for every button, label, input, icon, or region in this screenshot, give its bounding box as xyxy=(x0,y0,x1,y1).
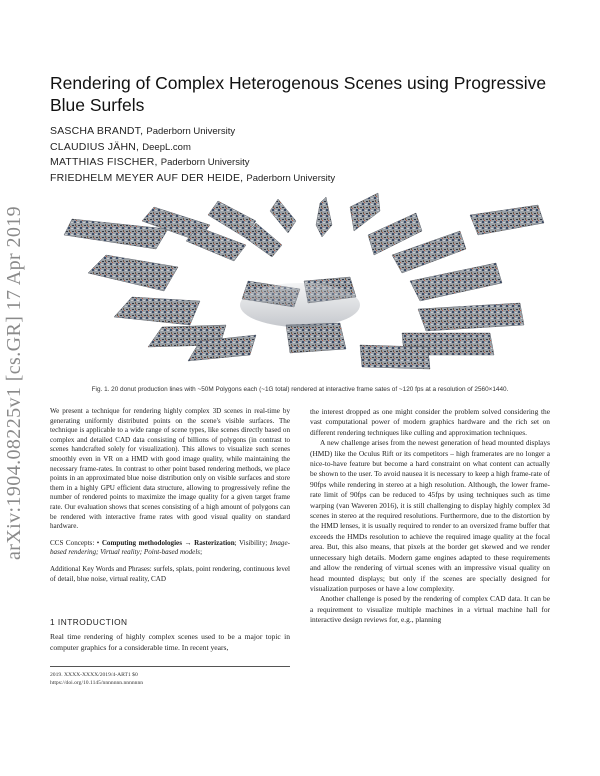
production-lines-render xyxy=(64,193,544,369)
author-affiliation: DeepL.com xyxy=(142,141,191,153)
author-affiliation: Paderborn University xyxy=(160,157,250,168)
render-shading xyxy=(240,283,360,327)
author-name: SASCHA BRANDT, xyxy=(50,125,144,137)
paragraph-3: Another challenge is posed by the rendering of complex CAD data. It can be a requirement to visualize multiple machines in a virtual machine hall for interactive design reviews for, e.g., planning xyxy=(310,594,550,625)
footnote xyxy=(50,666,290,687)
author-affiliation: Paderborn University xyxy=(146,126,236,137)
footnote-doi-link[interactable]: https://doi.org/10.1145/nnnnnnn.nnnnnnn xyxy=(50,680,144,686)
intro-paragraph: Real time rendering of highly complex scenes used to be a major topic in computer graphics for a considerable time. In recent years, xyxy=(50,632,290,652)
author-name: FRIEDHELM MEYER AUF DER HEIDE, xyxy=(50,171,244,184)
paragraph-2: A new challenge arises from the newest generation of head mounted displays (HMD) like the Oculus Rift or its competitors – high framerates are no longer a nice-to-have feature but become a hard constraint on what content can actually be shown to the user. To avoid nausea it is necessary to keep a high frame-rate of 90fps while rendering in stereo at a high resolution. Although, the lower frame-rate limit of 90fps can be reduced to 45fps by using techniques such as time warping (van Waveren 2016), it is still challenging to display highly complex 3d scenes in stereo at the required resolutions. Furthermore, due to the distortion by the HMD lenses, it is usually required to render to an oversized frame buffer that exceeds the HMDs resolution to achieve the required image quality at the focal area. But, this also means, that pixels at the border get skewed and we render unnecessary high details. Modern game engines adapted to these requirements and allow the rendering of virtual scenes with an impressive visual quality on head mounted displays; but only if the scenes are specially designed for visualization purposes or have a low complexity. xyxy=(310,438,550,593)
author-name: CLAUDIUS JÄHN, xyxy=(50,140,140,153)
author-2 xyxy=(50,140,550,156)
arxiv-stamp: arXiv:1904.08225v1 [cs.GR] 17 Apr 2019 xyxy=(3,205,25,560)
ccs-concepts xyxy=(50,539,290,558)
paragraph-1: the interest dropped as one might consider the problem solved considering the vast computational power of modern graphics hardware and the rich set on different rendering techniques like culling and approximation techniques. xyxy=(310,407,550,437)
ccs-end: ; xyxy=(200,548,203,557)
figure-caption: Fig. 1. 20 donut production lines with ~50M Polygons each (~1G total) rendered at interactive frame sates of ~120 fps at a resolution of 2560×1440. xyxy=(91,386,509,393)
section-heading-introduction: 1 INTRODUCTION xyxy=(50,617,128,627)
footnote-copyright: 2019. XXXX-XXXX/2019/4-ART1 $0 xyxy=(50,672,138,678)
author-affiliation: Paderborn University xyxy=(246,172,336,184)
author-list xyxy=(50,124,550,186)
author-3 xyxy=(50,155,550,171)
author-name: MATTHIAS FISCHER, xyxy=(50,156,158,168)
ccs-tertiary: Image-based rendering; Virtual reality; Point-based models xyxy=(50,538,290,557)
keywords: Additional Key Words and Phrases: surfels, splats, point rendering, continuous level of detail, blue noise, virtual reality, CAD xyxy=(50,564,290,583)
teaser-figure xyxy=(50,185,550,378)
body-right-column xyxy=(310,407,550,626)
ccs-primary: Computing methodologies → Rasterization xyxy=(101,538,235,547)
author-4 xyxy=(50,171,550,187)
paper-title: Rendering of Complex Heterogenous Scenes using Progressive Blue Surfels xyxy=(50,73,547,115)
ccs-label: CCS Concepts: • xyxy=(50,538,102,547)
author-1 xyxy=(50,124,550,140)
abstract: We present a technique for rendering highly complex 3D scenes in real-time by generating uniformly distributed points on the scene's visible surfaces. The technique is applicable to a wide range of scene types, like scenes directly based on complex and detailed CAD data consisting of billions of polygons (in contrast to scenes handcrafted solely for visualization). This allows to visualize such scenes smoothly even in VR on a HMD with good image quality, while maintaining the necessary frame-rates. In contrast to other point based rendering methods, we place points in an approximated blue noise distribution only on visible surfaces and store them in a highly GPU efficient data structure, allowing to progressively refine the number of rendered points to maximize the image quality for a given target frame rate. Our evaluation shows that scenes consisting of a high amount of polygons can be rendered with interactive frame rates with good visual quality on standard hardware. xyxy=(50,407,290,531)
ccs-secondary: ; Visibility; xyxy=(234,538,270,547)
abstract-column xyxy=(50,407,290,584)
